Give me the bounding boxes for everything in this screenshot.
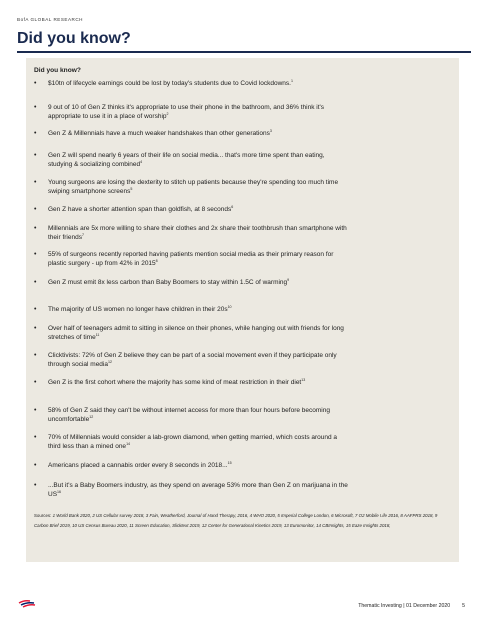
fact-text: Over half of teenagers admit to sitting in silence on their phones, while hanging out with friends for long stretches of time	[48, 325, 344, 341]
bullet-icon: •	[34, 325, 37, 332]
bullet-icon: •	[34, 407, 37, 414]
bullet-icon: •	[34, 379, 37, 386]
sources-label: Sources:	[34, 513, 52, 518]
bullet-icon: •	[34, 251, 37, 258]
fact-text: The majority of US women no longer have children in their 20s	[48, 306, 228, 313]
footnote-ref: 12	[89, 414, 94, 419]
bullet-icon: •	[34, 482, 37, 489]
footnote-ref: 4	[140, 159, 143, 164]
title-divider	[17, 51, 471, 53]
fact-text: 58% of Gen Z said they can't be without internet access for more than four hours before becoming uncomfortable	[48, 407, 330, 423]
bullet-icon: •	[34, 225, 37, 232]
fact-text: Gen Z is the first cohort where the majority has some kind of meat restriction in their diet	[48, 379, 302, 386]
footnote-ref: 10	[227, 304, 232, 309]
footer	[358, 603, 465, 609]
footnote-ref: 14	[126, 441, 131, 446]
footnote-ref: 12	[107, 359, 112, 364]
fact-text: Millennials are 5x more willing to share their clothes and 2x share their toothbrush than smartphone with their friends	[48, 225, 347, 241]
footnote-ref: 1	[290, 78, 293, 83]
sources-text: 1 World Bank 2020, 2 US Cellular survey 2018, 3 Fain, Weatherford, Journal of Hand Therapy, 2016, 4 WHO 2020, 5 Imperial College London, 6 Microsoft, 7 O2 Mobile I.ife 2016, 8 AAFPRS 2018, 9 Carbon Brief 2019, 10 US Census Bureau 2020, 11 Screen Education, Slicktext 2019, 12 Center for Generational Kinetics 2019, 13 Euromonitor, 14 CBInsights, 15 Eaze Insights 2018,	[34, 513, 438, 528]
fact-text: $10tn of lifecycle earnings could be lost by today's students due to Covid lockdowns.	[48, 80, 291, 87]
panel-heading: Did you know?	[34, 67, 81, 74]
fact-text: Clicktivists: 72% of Gen Z believe they can be part of a social movement even if they participate only through social media	[48, 352, 337, 368]
bullet-icon: •	[34, 104, 37, 111]
fact-text: 70% of Millennials would consider a lab-grown diamond, when getting married, which costs around a third less than a mined one	[48, 434, 338, 450]
sources-note	[34, 511, 450, 530]
bullet-icon: •	[34, 80, 37, 87]
page-number: 5	[462, 603, 465, 609]
fact-text: Gen Z have a shorter attention span than goldfish, at 8 seconds	[48, 206, 232, 213]
fact-text: Gen Z & Millennials have a much weaker handshakes than other generations	[48, 130, 270, 137]
research-brand-tag: BofA GLOBAL RESEARCH	[17, 17, 83, 22]
fact-text: 55% of surgeons recently reported having patients mention social media as their primary reason for plastic surgery - up from 42% in 2015	[48, 251, 334, 267]
footnote-ref: 15	[227, 460, 232, 465]
footer-publication: Thematic Investing | 01 December 2020	[358, 603, 451, 609]
footnote-ref: 6	[231, 204, 234, 209]
bullet-icon: •	[34, 152, 37, 159]
footnote-ref: 13	[301, 377, 306, 382]
fact-text: Young surgeons are losing the dexterity to stitch up patients because they're spending too much time swiping smartphone screens	[48, 179, 339, 195]
footnote-ref: 7	[81, 232, 84, 237]
bullet-icon: •	[34, 434, 37, 441]
bullet-icon: •	[34, 352, 37, 359]
fact-text: Gen Z will spend nearly 6 years of their life on social media... that's more time spent than eating, studying & socializing combined	[48, 152, 325, 168]
footnote-ref: 16	[57, 489, 62, 494]
bullet-icon: •	[34, 306, 37, 313]
fact-text: ...But it's a Baby Boomers industry, as they spend on average 53% more than Gen Z on marijuana in the US	[48, 482, 348, 498]
fact-text: Gen Z must emit 8x less carbon than Baby Boomers to stay within 1.5C of warming	[48, 279, 288, 286]
bullet-icon: •	[34, 279, 37, 286]
bullet-icon: •	[34, 462, 37, 469]
footnote-ref: 2	[166, 111, 169, 116]
page-title: Did you know?	[17, 30, 131, 47]
bullet-icon: •	[34, 179, 37, 186]
fact-text: 9 out of 10 of Gen Z thinks it's appropriate to use their phone in the bathroom, and 36% think it's appropriate to use it in a place of worship	[48, 104, 325, 120]
logo-stripe	[23, 605, 35, 607]
footnote-ref: 11	[95, 332, 100, 337]
footnote-ref: 3	[269, 128, 272, 133]
footnote-ref: 8	[155, 258, 158, 263]
fact-text: Americans placed a cannabis order every 8 seconds in 2018...	[48, 462, 228, 469]
bullet-icon: •	[34, 206, 37, 213]
footnote-ref: 9	[287, 277, 290, 282]
bofa-logo	[18, 600, 36, 608]
footnote-ref: 5	[130, 186, 133, 191]
bullet-icon: •	[34, 130, 37, 137]
